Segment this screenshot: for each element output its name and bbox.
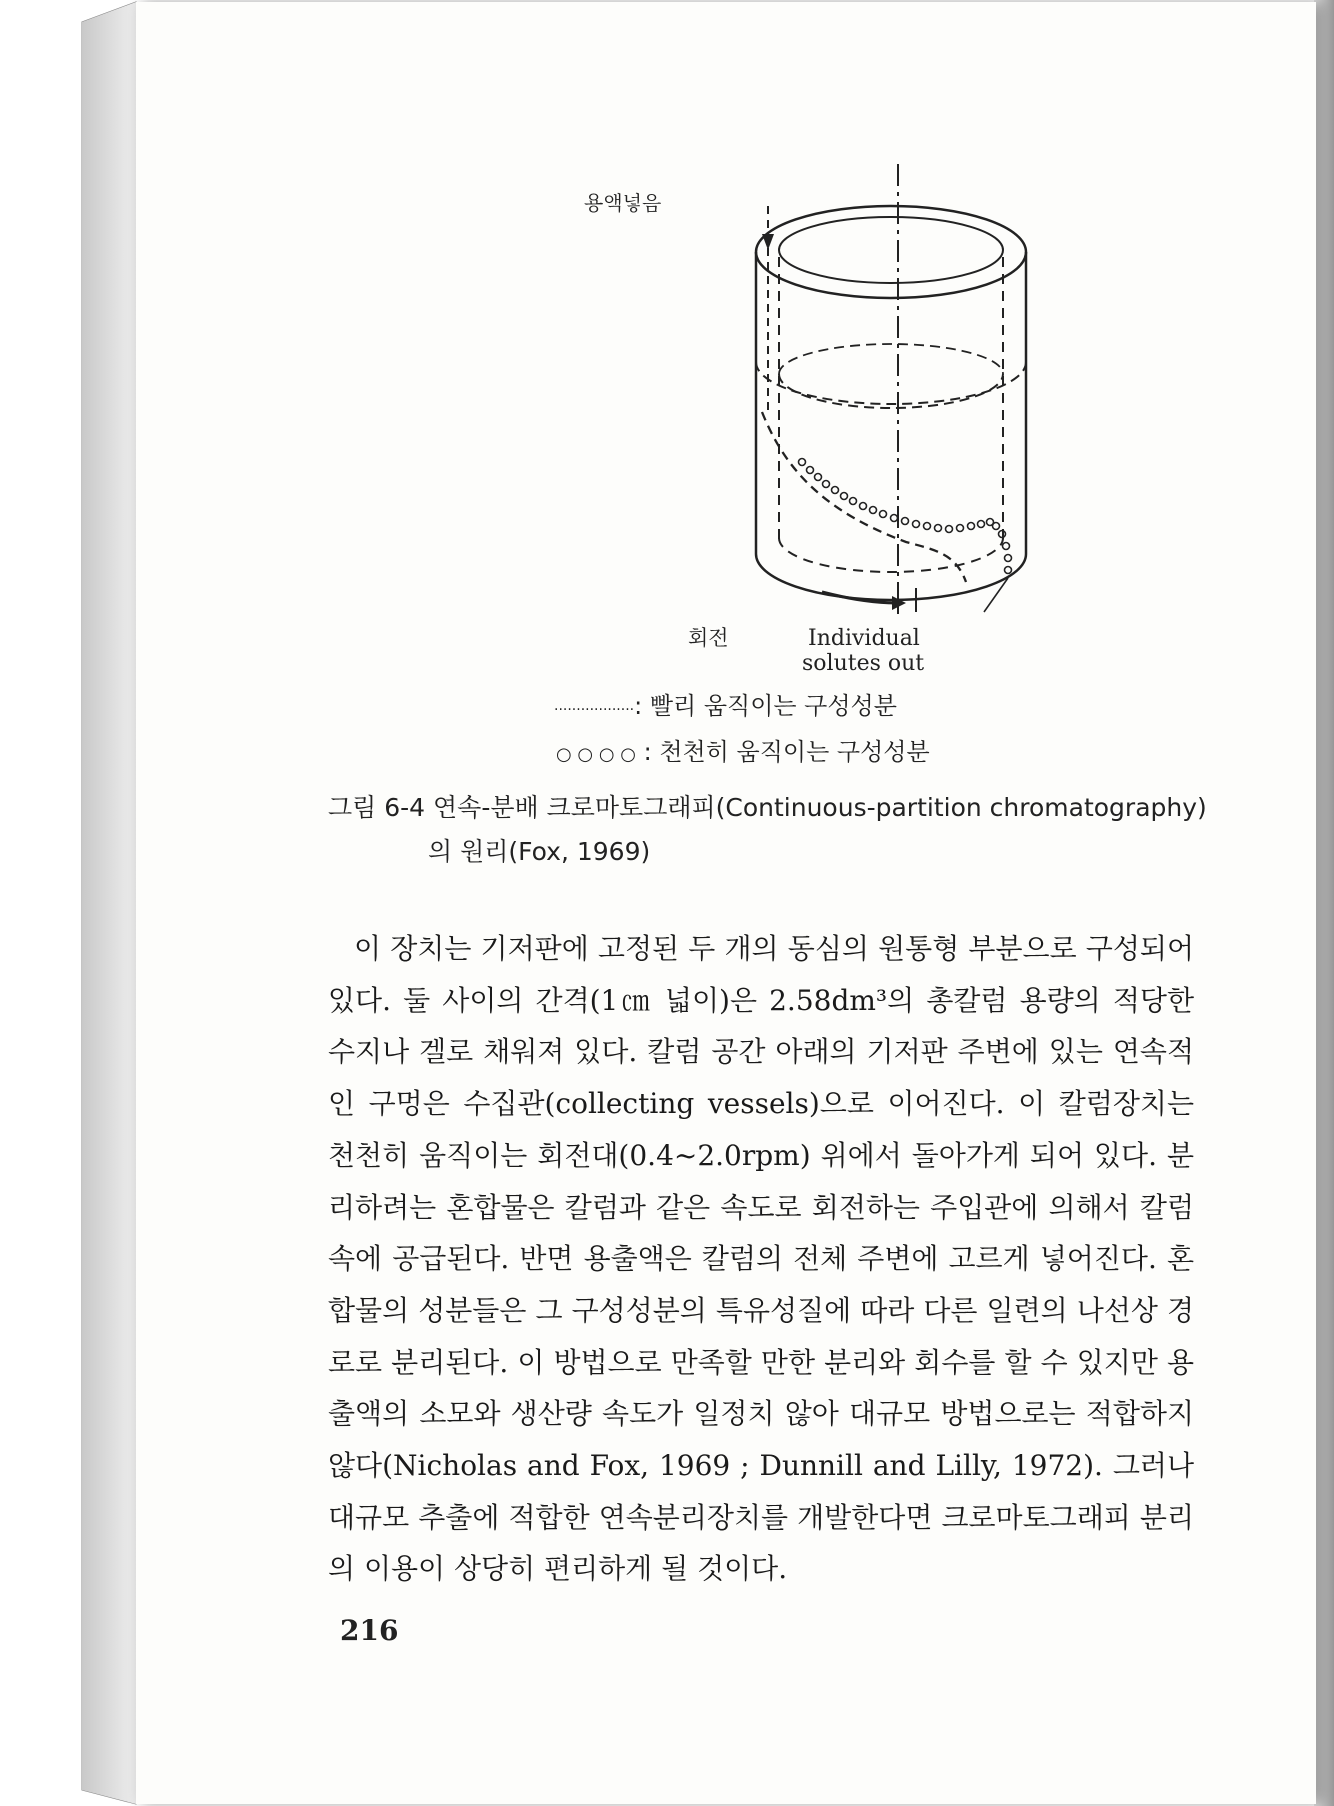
inner-top-ellipse	[779, 217, 1003, 283]
legend-slow-text: : 천천히 움직이는 구성성분	[643, 738, 930, 766]
figure-label-rotation: 회전	[688, 626, 729, 650]
figure-label-input: 용액넣음	[584, 191, 662, 215]
body-paragraph	[328, 923, 1194, 1595]
legend-slow	[556, 732, 930, 767]
legend-fast	[554, 686, 897, 721]
caption-line-1: 그림 6-4 연속-분배 크로마토그래피(Continuous-partition chromatography)	[328, 793, 1207, 822]
legend-slow-symbol: ○ ○ ○ ○	[556, 744, 636, 765]
outer-top-ellipse	[756, 206, 1026, 298]
fast-component-path	[762, 412, 966, 582]
legend-fast-text: : 빨리 움직이는 구성성분	[634, 692, 897, 720]
book-page	[136, 2, 1316, 1804]
figure-diagram	[576, 162, 1096, 662]
caption-line-2: 의 원리(Fox, 1969)	[428, 837, 651, 866]
page-number: 216	[340, 1614, 399, 1647]
slow-component-path	[799, 459, 1012, 574]
body-text: 이 장치는 기저판에 고정된 두 개의 동심의 원통형 부분으로 구성되어 있다. 둘 사이의 간격(1㎝ 넓이)은 2.58dm³의 총칼럼 용량의 적당한 수지나 겔로 채워져 있다. 칼럼 공간 아래의 기저판 주변에 있는 연속적인 구멍은 수집관(collecting vessels)으로 이어진다. 이 칼럼장치는 천천히 움직이는 회전대(0.4~2.0rpm) 위에서 돌아가게 되어 있다. 분리하려는 혼합물은 칼럼과 같은 속도로 회전하는 주입관에 의해서 칼럼 속에 공급된다. 반면 용출액은 칼럼의 전체 주변에 고르게 넣어진다. 혼합물의 성분들은 그 구성성분의 특유성질에 따라 다른 일련의 나선상 경로로 분리된다. 이 방법으로 만족할 만한 분리와 회수를 할 수 있지만 용출액의 소모와 생산량 속도가 일정치 않아 대규모 방법으로는 적합하지 않다(Nicholas and Fox, 1969 ; Dunnill and Lilly, 1972). 그러나 대규모 추출에 적합한 연속분리장치를 개발한다면 크로마토그래피 분리의 이용이 상당히 편리하게 될 것이다.	[328, 932, 1194, 1586]
figure-label-out-2: solutes out	[802, 651, 925, 676]
figure-caption	[328, 786, 1208, 874]
legend-fast-symbol: ··················	[554, 702, 635, 718]
figure-label-out-1: Individual	[808, 626, 920, 651]
page-shadow	[1314, 0, 1334, 1806]
